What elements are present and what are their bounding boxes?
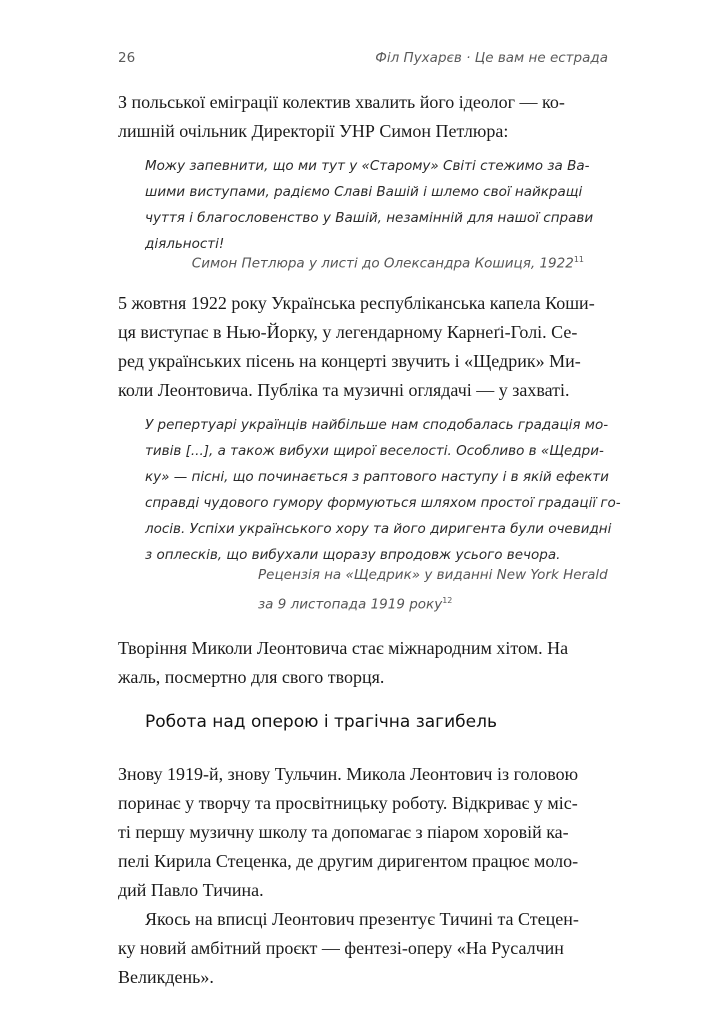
- quote-line: справді чудового гумору формуються шляхом простої градації го-: [145, 495, 621, 511]
- quote-attribution: [192, 247, 584, 277]
- paragraph-line: Творіння Миколи Леонтовича стає міжнародним хітом. На: [118, 638, 569, 658]
- quote-line: лосів. Успіхи українського хору та його диригента були очевидні: [145, 521, 612, 537]
- quote-attribution: Рецензія на «Щедрик» у виданні New York Herald: [258, 567, 608, 583]
- paragraph-line: поринає у творчу та просвітницьку роботу. Відкриває у міс-: [118, 793, 578, 813]
- page-header: [118, 50, 608, 74]
- paragraph-line: ку новий амбітний проєкт — фентезі-оперу «На Русалчин: [118, 938, 564, 958]
- quote-line: з оплесків, що вибухали щоразу впродовж усього вечора.: [145, 547, 561, 563]
- quote-line: ку» — пісні, що починається з раптового наступу і в якій ефекти: [145, 469, 609, 485]
- paragraph-line: Великдень».: [118, 967, 214, 987]
- attribution-text: за 9 листопада 1919 року: [258, 596, 443, 613]
- paragraph-line: З польської еміграції колектив хвалить його ідеолог — ко-: [118, 92, 565, 112]
- footnote-ref: 11: [573, 255, 584, 264]
- paragraph-line: коли Леонтовича. Публіка та музичні оглядачі — у захваті.: [118, 380, 570, 400]
- quote-attribution: [258, 588, 452, 618]
- attribution-text: Симон Петлюра у листі до Олександра Кошиця, 1922: [191, 255, 574, 272]
- paragraph-line: Якось на вписці Леонтович презентує Тичині та Стецен-: [145, 909, 579, 929]
- quote-line: чуття і благословенство у Вашій, незамінній для нашої справи: [145, 210, 594, 226]
- quote-line: Можу запевнити, що ми тут у «Старому» Світі стежимо за Ва-: [145, 158, 590, 174]
- paragraph-line: лишній очільник Директорії УНР Симон Петлюра:: [118, 121, 509, 141]
- footnote-ref: 12: [442, 596, 453, 605]
- paragraph-line: ред українських пісень на концерті звучить і «Щедрик» Ми-: [118, 351, 581, 371]
- paragraph-line: ця виступає в Нью-Йорку, у легендарному Карнеґі-Голі. Се-: [118, 322, 578, 342]
- quote-line: У репертуарі українців найбільше нам сподобалась градація мо-: [145, 417, 609, 433]
- quote-line: шими виступами, радіємо Славі Вашій і шлемо свої найкращі: [145, 184, 583, 200]
- paragraph-line: ті першу музичну школу та допомагає з піаром хоровій ка-: [118, 822, 569, 842]
- paragraph-line: пелі Кирила Стеценка, де другим диригентом працює моло-: [118, 851, 579, 871]
- paragraph-line: жаль, посмертно для свого творця.: [118, 667, 385, 687]
- paragraph-line: дий Павло Тичина.: [118, 880, 264, 900]
- paragraph-line: 5 жовтня 1922 року Українська республіканська капела Коши-: [118, 293, 595, 313]
- quote-line: діяльності!: [145, 236, 225, 252]
- page-number: 26: [118, 50, 136, 66]
- paragraph-line: Знову 1919-й, знову Тульчин. Микола Леонтович із головою: [118, 764, 579, 784]
- running-title: Філ Пухарєв · Це вам не естрада: [375, 50, 608, 66]
- section-heading: Робота над оперою і трагічна загибель: [145, 712, 497, 732]
- quote-line: тивів [...], а також вибухи щирої веселості. Особливо в «Щедри-: [145, 443, 604, 459]
